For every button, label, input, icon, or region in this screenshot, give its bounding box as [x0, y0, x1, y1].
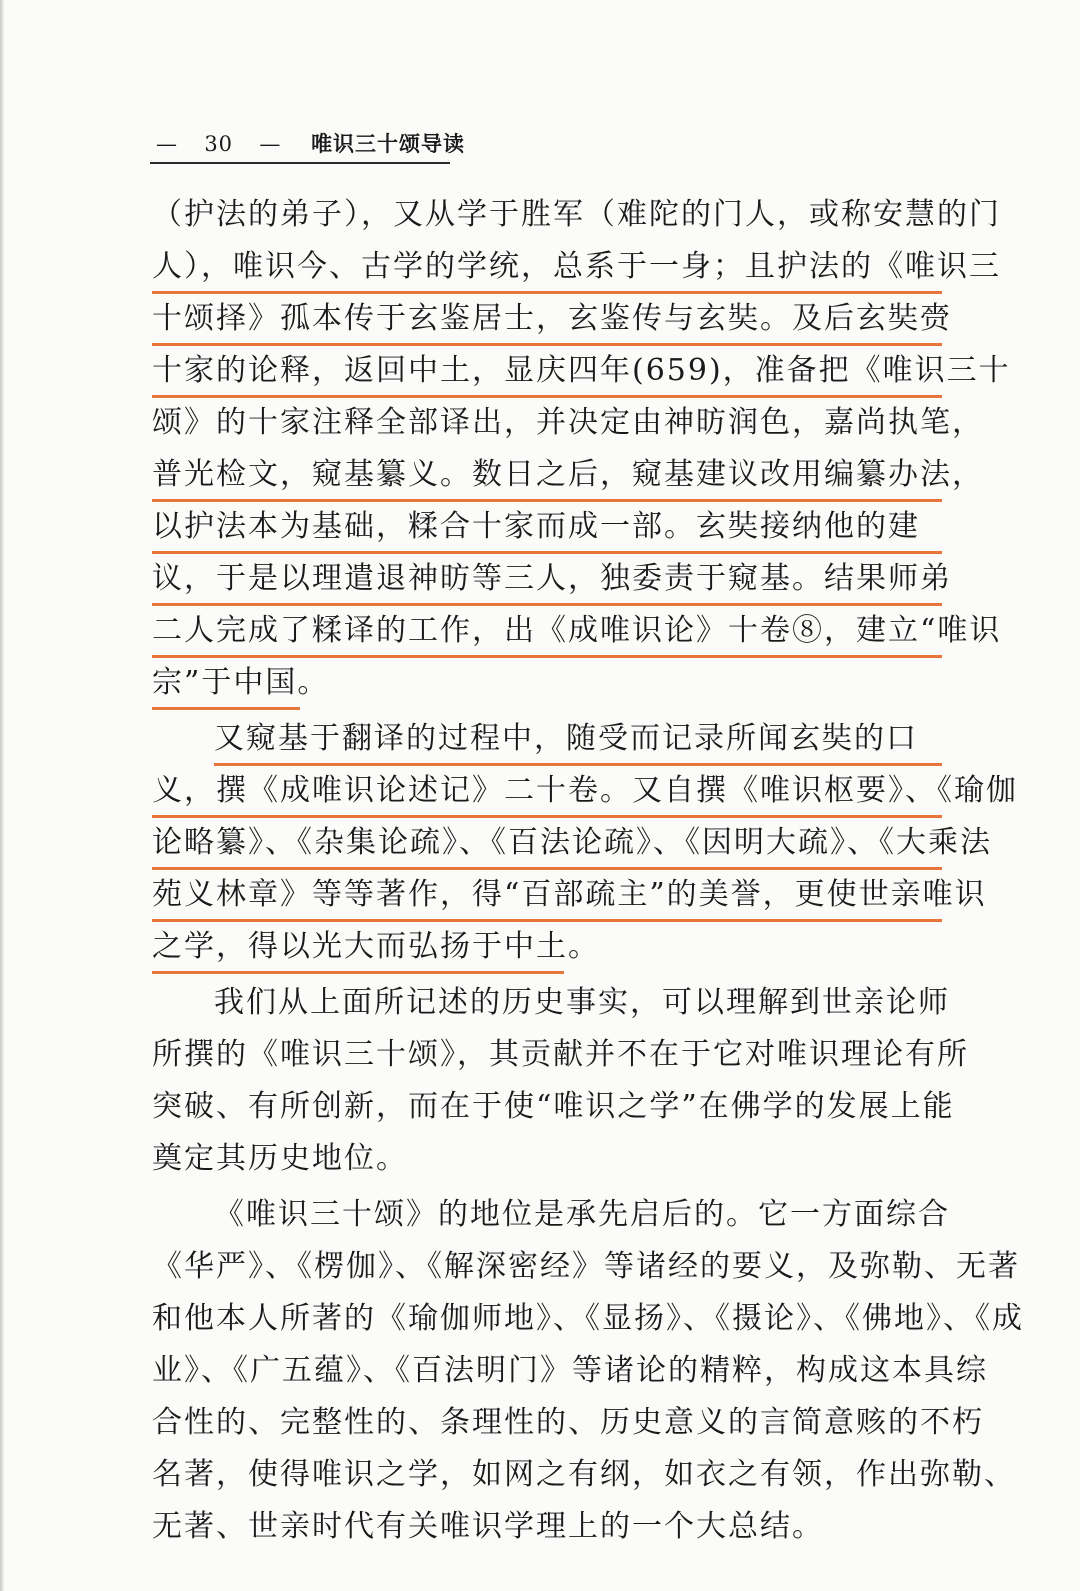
text-line: 所撰的《唯识三十颂》，其贡献并不在于它对唯识理论有所	[152, 1037, 969, 1072]
text-line: 《唯识三十颂》的地位是承先启后的。它一方面综合	[214, 1197, 950, 1232]
page-edge-shadow	[0, 0, 4, 1591]
text-line: 普光检文，窥基纂义。数日之后，窥基建议改用编纂办法，	[152, 450, 942, 502]
text-line: 宗”于中国。	[152, 658, 942, 710]
highlight-underline	[152, 707, 300, 710]
header-rule	[150, 162, 450, 164]
text-line: 我们从上面所记述的历史事实，可以理解到世亲论师	[214, 985, 950, 1020]
header-dash-left: —	[156, 132, 178, 156]
text-line: 十颂择》孤本传于玄鉴居士，玄鉴传与玄奘。及后玄奘赍	[152, 294, 942, 346]
text-line: 二人完成了糅译的工作，出《成唯识论》十卷⑧，建立“唯识	[152, 606, 942, 658]
text-line: 和他本人所著的《瑜伽师地》、《显扬》、《摄论》、《佛地》、《成	[152, 1301, 1024, 1336]
highlight-underline	[152, 971, 564, 974]
text-line: 苑义林章》等等著作，得“百部疏主”的美誉，更使世亲唯识	[152, 870, 942, 922]
text-line: 业》、《广五蕴》、《百法明门》等诸论的精粹，构成这本具综	[152, 1353, 988, 1388]
text-line: 之学，得以光大而弘扬于中土。	[152, 922, 942, 974]
text-line: 颂》的十家注释全部译出，并决定由神昉润色，嘉尚执笔，	[152, 405, 984, 440]
text-line: 十家的论释，返回中土，显庆四年(659)，准备把《唯识三十	[152, 346, 942, 398]
text-line: 人），唯识今、古学的学统，总系于一身；且护法的《唯识三	[152, 242, 942, 294]
text-line: 突破、有所创新，而在于使“唯识之学”在佛学的发展上能	[152, 1089, 955, 1124]
body-text	[152, 190, 1024, 1554]
text-line: 义，撰《成唯识论述记》二十卷。又自撰《唯识枢要》、《瑜伽	[152, 766, 942, 818]
text-line: 无著、世亲时代有关唯识学理上的一个大总结。	[152, 1509, 824, 1544]
page-number: 30	[204, 132, 234, 156]
text-line: 奠定其历史地位。	[152, 1141, 408, 1176]
running-header	[150, 128, 465, 160]
text-line: 《华严》、《楞伽》、《解深密经》等诸经的要义，及弥勒、无著	[152, 1249, 1020, 1284]
text-line: 名著，使得唯识之学，如网之有纲，如衣之有领，作出弥勒、	[152, 1457, 1016, 1492]
book-title: 唯识三十颂导读	[311, 131, 466, 156]
text-line: 又窥基于翻译的过程中，随受而记录所闻玄奘的口	[152, 714, 942, 766]
text-line: （护法的弟子），又从学于胜军（难陀的门人，或称安慧的门	[152, 197, 1001, 232]
text-line: 以护法本为基础，糅合十家而成一部。玄奘接纳他的建	[152, 502, 942, 554]
paragraph-4	[152, 1190, 1024, 1554]
text-line: 论略纂》、《杂集论疏》、《百法论疏》、《因明大疏》、《大乘法	[152, 818, 942, 870]
header-dash-right: —	[259, 132, 282, 156]
paragraph-3	[152, 978, 969, 1186]
text-line: 合性的、完整性的、条理性的、历史意义的言简意赅的不朽	[152, 1405, 984, 1440]
text-line: 议，于是以理遣退神昉等三人，独委责于窥基。结果师弟	[152, 554, 942, 606]
paragraph-2	[152, 714, 1018, 974]
paragraph-1	[152, 190, 1011, 710]
